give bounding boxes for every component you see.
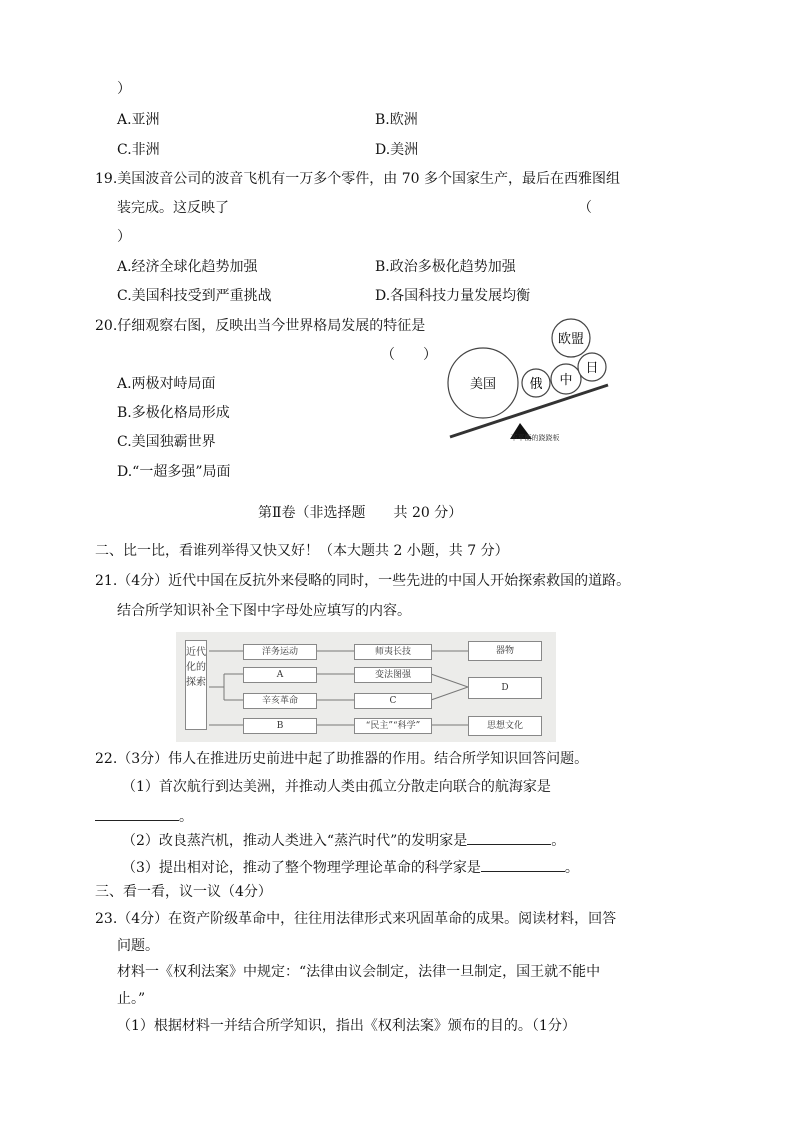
q19-option-c[interactable]: C.美国科技受到严重挑战	[117, 288, 272, 304]
q20-option-a[interactable]: A.两极对峙局面	[117, 376, 216, 392]
q19-paren-close: ）	[117, 229, 131, 245]
q19-stem-line1: 19.美国波音公司的波音飞机有一万多个零件，由 70 多个国家生产，最后在西雅图组	[95, 171, 620, 187]
q18-option-b[interactable]: B.欧洲	[375, 112, 418, 128]
q22-sub3-line	[122, 857, 579, 877]
q22-sub1-answer	[95, 806, 193, 826]
q23-material1-line1: 材料一《权利法案》中规定：“法律由议会制定，法律一旦制定，国王就不能中	[117, 964, 601, 980]
seesaw-figure	[440, 315, 620, 450]
diagram-box-bianfa: 变法图强	[354, 667, 432, 683]
q18-option-d[interactable]: D.美洲	[375, 142, 419, 158]
diagram-box-c: C	[354, 693, 432, 709]
q22-sub2-blank[interactable]	[467, 830, 551, 845]
diagram-box-yangwu: 洋务运动	[243, 644, 317, 660]
q20-answer-paren: （ ）	[381, 347, 437, 363]
seesaw-caption: 不平衡的跷跷板	[510, 434, 560, 442]
q21-stem-line2: 结合所学知识补全下图中字母处应填写的内容。	[117, 603, 411, 619]
q22-sub3-period: 。	[564, 860, 579, 876]
q22-sub3: （3）提出相对论，推动了整个物理学理论革命的科学家是	[122, 860, 481, 876]
diagram-box-xinhai: 辛亥革命	[243, 693, 317, 709]
q22-sub1-blank[interactable]	[95, 806, 179, 821]
label-usa: 美国	[469, 377, 497, 392]
q19-option-b[interactable]: B.政治多极化趋势加强	[375, 259, 516, 275]
q20-stem: 20.仔细观察右图，反映出当今世界格局发展的特征是	[95, 318, 426, 334]
label-china: 中	[559, 373, 573, 388]
q21-stem-line1: 21.（4分）近代中国在反抗外来侵略的同时，一些先进的中国人开始探索救国的道路。	[95, 573, 631, 589]
q22-sub2-period: 。	[551, 833, 566, 849]
q20-option-d[interactable]: D.“一超多强”局面	[117, 464, 231, 480]
label-japan: 日	[585, 361, 599, 376]
q18-option-a[interactable]: A.亚洲	[117, 112, 160, 128]
q19-option-a[interactable]: A.经济全球化趋势加强	[117, 259, 258, 275]
section2-heading: 二、比一比，看谁列举得又快又好！（本大题共 2 小题，共 7 分）	[95, 543, 509, 559]
q22-sub1: （1）首次航行到达美洲，并推动人类由孤立分散走向联合的航海家是	[122, 779, 551, 795]
q20-option-c[interactable]: C.美国独霸世界	[117, 434, 216, 450]
diagram-box-qiwu: 器物	[468, 641, 542, 661]
q23-stem-line2: 问题。	[117, 938, 159, 954]
diagram-box-d: D	[468, 677, 542, 699]
modernization-diagram	[176, 632, 556, 742]
diagram-box-b: B	[243, 718, 317, 734]
q19-paren-open: （	[578, 200, 592, 216]
diagram-box-sixiang: 思想文化	[468, 716, 542, 736]
label-russia: 俄	[529, 377, 543, 392]
diagram-side-label: 近代化的探索	[185, 640, 207, 730]
q18-option-c[interactable]: C.非洲	[117, 142, 160, 158]
q22-stem: 22.（3分）伟人在推进历史前进中起了助推器的作用。结合所学知识回答问题。	[95, 751, 589, 767]
q23-sub1: （1）根据材料一并结合所学知识，指出《权利法案》颁布的目的。（1分）	[117, 1018, 576, 1034]
q20-option-b[interactable]: B.多极化格局形成	[117, 405, 230, 421]
label-eu: 欧盟	[557, 332, 585, 347]
q22-sub3-blank[interactable]	[481, 857, 565, 872]
q18-paren-close: ）	[117, 81, 131, 97]
section3-heading: 三、看一看，议一议（4分）	[95, 884, 272, 900]
diagram-box-a: A	[243, 667, 317, 683]
diagram-box-shiyi: 师夷长技	[354, 644, 432, 660]
part2-title: 第Ⅱ卷（非选择题 共 20 分）	[258, 505, 463, 521]
q22-sub2-line	[122, 830, 565, 850]
q19-option-d[interactable]: D.各国科技力量发展均衡	[375, 288, 531, 304]
q23-material1-line2: 止。”	[117, 991, 146, 1007]
q23-stem-line1: 23.（4分）在资产阶级革命中，往往用法律形式来巩固革命的成果。阅读材料，回答	[95, 911, 617, 927]
q22-sub2: （2）改良蒸汽机，推动人类进入“蒸汽时代”的发明家是	[122, 833, 468, 849]
diagram-box-minzhu: “民主”“科学”	[354, 718, 432, 734]
q22-sub1-period: 。	[179, 809, 193, 825]
q19-stem-line2: 装完成。这反映了	[117, 200, 229, 216]
